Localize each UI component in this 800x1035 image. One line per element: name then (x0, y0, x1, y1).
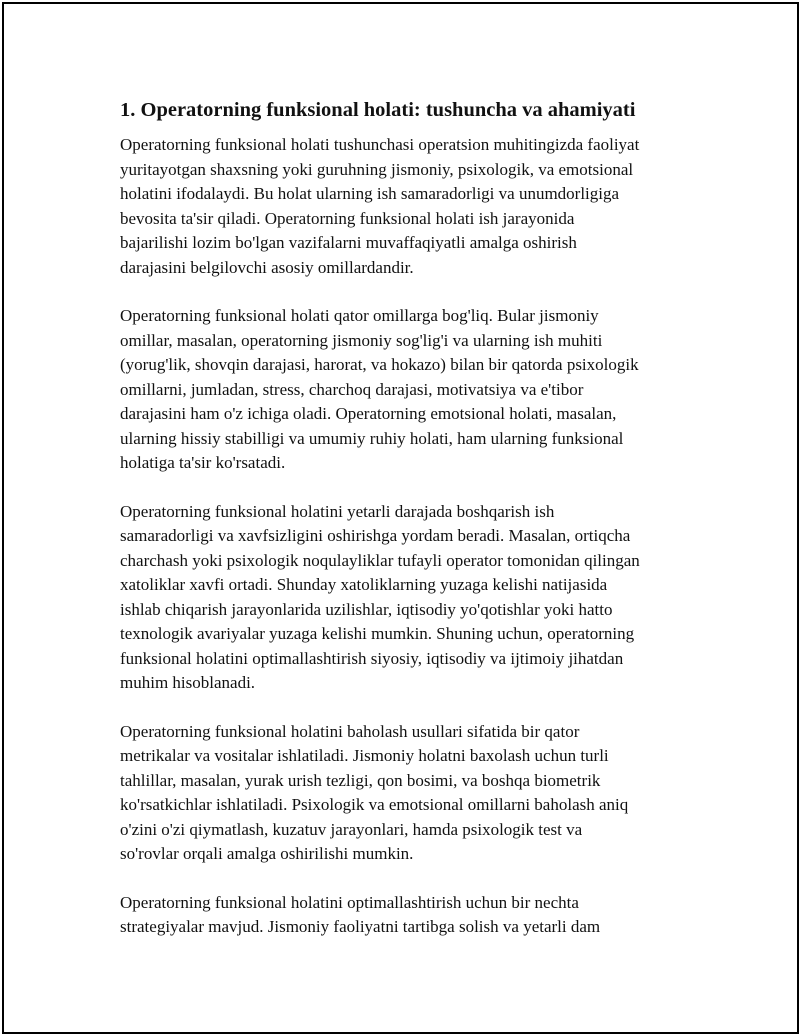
text-line: tahlillar, masalan, yurak urish tezligi, qon bosimi, va boshqa biometrik (120, 770, 601, 790)
paragraph-1 (120, 133, 690, 280)
text-line: o'zini o'zi qiymatlash, kuzatuv jarayonlari, hamda psixologik test va (120, 819, 583, 839)
text-line: omillar, masalan, operatorning jismoniy sog'lig'i va ularning ish muhiti (120, 330, 603, 350)
text-line: holatini ifodalaydi. Bu holat ularning ish samaradorligi va unumdorligiga (120, 184, 620, 203)
text-line: strategiyalar mavjud. Jismoniy faoliyatni tartibga solish va yetarli dam (120, 917, 601, 936)
text-line: ularning hissiy stabilligi va umumiy ruhiy holati, ham ularning funksional (120, 428, 624, 448)
text-line: Operatorning funksional holatini yetarli darajada boshqarish ish (120, 501, 555, 521)
text-line: Operatorning funksional holati qator omillarga bog'liq. Bular jismoniy (120, 306, 599, 325)
text-line: charchash yoki psixologik noqulayliklar tufayli operator tomonidan qilingan (120, 550, 640, 570)
text-line: darajasini belgilovchi asosiy omillardandir. (120, 257, 414, 277)
text-line: ishlab chiqarish jarayonlarida uzilishlar, iqtisodiy yo'qotishlar yoki hatto (120, 599, 613, 619)
text-line: darajasini ham o'z ichiga oladi. Operatorning emotsional holati, masalan, (120, 404, 617, 423)
text-line: Operatorning funksional holatini baholash usullari sifatida bir qator (120, 721, 580, 741)
section-heading: 1. Operatorning funksional holati: tushuncha va ahamiyati (120, 99, 636, 121)
text-line: omillarni, jumladan, stress, charchoq darajasi, motivatsiya va e'tibor (120, 379, 584, 399)
text-line: yuritayotgan shaxsning yoki guruhning jismoniy, psixologik, va emotsional (120, 159, 634, 179)
text-line: Operatorning funksional holati tushunchasi operatsion muhitingizda faoliyat (120, 135, 640, 154)
text-line: bevosita ta'sir qiladi. Operatorning funksional holati ish jarayonida (120, 208, 575, 228)
paragraph-3 (120, 500, 690, 696)
text-line: Operatorning funksional holatini optimallashtirish uchun bir nechta (120, 892, 579, 912)
text-line: funksional holatini optimallashtirish siyosiy, iqtisodiy va ijtimoiy jihatdan (120, 648, 624, 668)
text-line: so'rovlar orqali amalga oshirilishi mumkin. (120, 844, 414, 863)
text-line: samaradorligi va xavfsizligini oshirishga yordam beradi. Masalan, ortiqcha (120, 526, 631, 545)
paragraph-5 (120, 891, 690, 940)
paragraph-2 (120, 304, 690, 476)
text-line: bajarilishi lozim bo'lgan vazifalarni muvaffaqiyatli amalga oshirish (120, 233, 577, 252)
text-line: holatiga ta'sir ko'rsatadi. (120, 453, 286, 472)
paragraph-4 (120, 720, 690, 867)
text-line: metrikalar va vositalar ishlatiladi. Jismoniy holatni baxolash uchun turli (120, 746, 609, 765)
text-line: ko'rsatkichlar ishlatiladi. Psixologik va emotsional omillarni baholash aniq (120, 795, 629, 814)
text-line: (yorug'lik, shovqin darajasi, harorat, va hokazo) bilan bir qatorda psixologik (120, 355, 639, 374)
page-frame (2, 2, 799, 1034)
text-line: xatoliklar xavfi ortadi. Shunday xatoliklarning yuzaga kelishi natijasida (120, 575, 608, 594)
text-line: muhim hisoblanadi. (120, 673, 256, 692)
document-body (120, 96, 690, 964)
text-line: texnologik avariyalar yuzaga kelishi mumkin. Shuning uchun, operatorning (120, 624, 635, 643)
